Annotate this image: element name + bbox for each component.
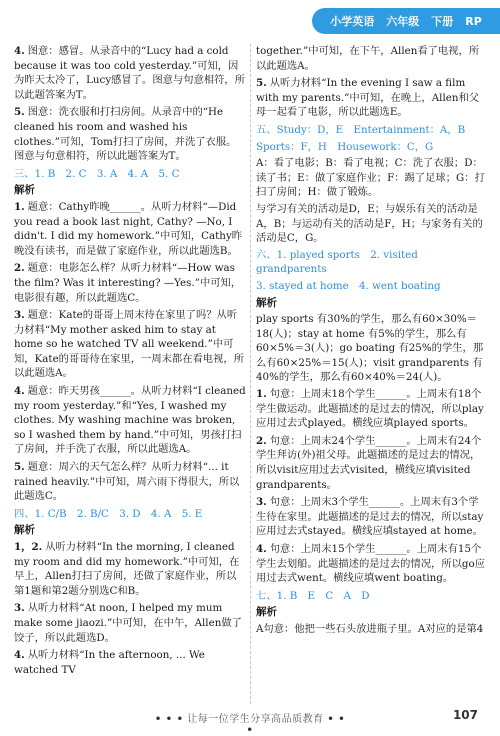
analysis-heading: 解析 xyxy=(256,606,277,619)
page-header xyxy=(0,0,500,38)
section-3-answers: 三、1. B 2. C 3. A 4. A 5. C xyxy=(14,167,180,180)
footer-slogan-text: 让每一位学生分享高品质教育 xyxy=(187,714,324,725)
answer-item: 5. 从听力材料“In the evening I saw a film with my parents.”中可知，在晚上，Allen和父母一起看了电影，所以此题选E。 xyxy=(256,77,480,119)
section-7-answers: 七、1. B E C A D xyxy=(256,589,370,602)
left-column xyxy=(14,44,246,680)
explanation-paragraph: play sports 有30%的学生，那么有60×30%＝18(人)；stay at home 有5%的学生，那么有60×5%＝3(人)；go boating 有25%的学生，那么有60×25%＝15(人)；visit grandparents 有40%的学生，那么有60×40%＝24(人)。 xyxy=(256,313,484,384)
explanation-paragraph: A：看了电影；B：看了电视；C：洗了衣服；D：读了书；E：做了家庭作业；F：踢了足球；G：打扫了房间；H：做了锻炼。 xyxy=(256,157,485,199)
term-label: 下册 xyxy=(431,15,454,28)
explanation-paragraph: 与学习有关的活动是D，E；与娱乐有关的活动是A，B；与运动有关的活动是F，H；与家务有关的活动是C，G。 xyxy=(256,202,483,245)
answer-item: 4. 题意：昨天男孩______。从听力材料“I cleaned my room yesterday.”和“Yes, I washed my clothes. My washing machine was broken, so I washed them by hand.”中可知，男孩打扫了房间，并手洗了衣服，所以此题选A。 xyxy=(14,385,246,456)
answer-item: 1. 题意：Cathy昨晚______。从听力材料“—Did you read a book last night, Cathy? —No, I didn't. I did my homework.”中可知，Cathy昨晚没有读书，而是做了家庭作业，所以此题选B。 xyxy=(14,200,243,257)
page-footer xyxy=(0,704,500,736)
footer-dots-right: • • • xyxy=(246,714,346,736)
section-6-answers-line2: 3. stayed at home 4. went boating xyxy=(256,279,441,292)
subject-label: 小学英语 xyxy=(330,15,375,28)
section-5-answers-line2: Sports：F，H Housework：C，G xyxy=(256,140,434,153)
answer-item: 4. 句意：上周末15个学生______。上周末有15个学生去划船。此题描述的是过去的情况，所以go应用过去式went。横线应填went boating。 xyxy=(256,543,486,585)
answer-item: 2. 句意：上周末24个学生______。上周末有24个学生拜访(外)祖父母。此题描述的是过去的情况，所以visit应用过去式visited，横线应填visited grandparents。 xyxy=(256,434,482,491)
answer-item: 4. 图意：感冒。从录音中的“Lucy had a cold because it was too cold yesterday.”可知，因为昨天太冷了，Lucy感冒了。图意与句意相符，所以此题答案为T。 xyxy=(14,45,245,101)
explanation-paragraph: A句意：他把一些石头放进瓶子里。A对应的是第4 xyxy=(256,622,484,635)
answer-item: 3. 题意：Kate的哥哥上周末待在家里了吗？从听力材料“My mother asked him to stay at home so he watched TV all weekend.”中可知，Kate的哥哥待在家里，一周末都在看电视，所以此题选A。 xyxy=(14,309,244,380)
answer-item: 1，2. 从听力材料“In the morning, I cleaned my room and did my homework.”中可知，在早上，Allen打扫了房间，还做了家庭作业，所以第1题和第2题分别选C和B。 xyxy=(14,541,240,597)
answer-item: 1. 句意：上周末18个学生______。上周末有18个学生做运动。此题描述的是过去的情况，所以play应用过去式played。横线应填played sports。 xyxy=(256,388,484,430)
answer-item: 4. 从听力材料“In the afternoon, ... We watched TV xyxy=(14,649,205,676)
section-4-answers: 四、1. C/B 2. B/C 3. D 4. A 5. E xyxy=(14,507,203,520)
footer-slogan xyxy=(150,710,350,736)
right-column xyxy=(256,44,488,639)
page-number: 107 xyxy=(452,708,478,722)
answer-item: 3. 从听力材料“At noon, I helped my mum make some jiaozi.”中可知，在中午，Allen做了饺子，所以此题选D。 xyxy=(14,602,242,644)
analysis-heading: 解析 xyxy=(14,184,35,197)
book-title-tab xyxy=(312,8,500,34)
edition-label: RP xyxy=(465,14,482,28)
answer-item: 3. 句意：上周末3个学生______。上周末有3个学生待在家里。此题描述的是过去的情况，所以stay应用过去式stayed。横线应填stayed at home。 xyxy=(256,496,484,538)
answer-item: 2. 题意：电影怎么样？从听力材料“—How was the film? Was it interesting? —Yes.”中可知，电影很有趣，所以此题选C。 xyxy=(14,262,242,304)
analysis-heading: 解析 xyxy=(256,296,277,309)
answer-item: 5. 图意：洗衣服和打扫房间。从录音中的“He cleaned his room and washed his clothes.”可知，Tom打扫了房间，并洗了衣服。图意与句意相符，所以此题答案为T。 xyxy=(14,106,237,163)
answer-item: 5. 题意：周六的天气怎么样？从听力材料“... it rained heavily.”中可知，周六雨下得很大，所以此题选C。 xyxy=(14,461,240,503)
footer-dots-left: • • • xyxy=(154,714,184,725)
section-5-answers-line1: 五、Study：D，E Entertainment：A，B xyxy=(256,123,466,136)
answer-continuation: together.”中可知，在下午，Allen看了电视，所以此题选A。 xyxy=(256,45,480,72)
analysis-heading: 解析 xyxy=(14,524,35,537)
column-divider xyxy=(250,44,251,704)
grade-label: 六年级 xyxy=(386,15,420,28)
section-6-answers-line1: 六、1. played sports 2. visited grandparents xyxy=(256,248,418,276)
